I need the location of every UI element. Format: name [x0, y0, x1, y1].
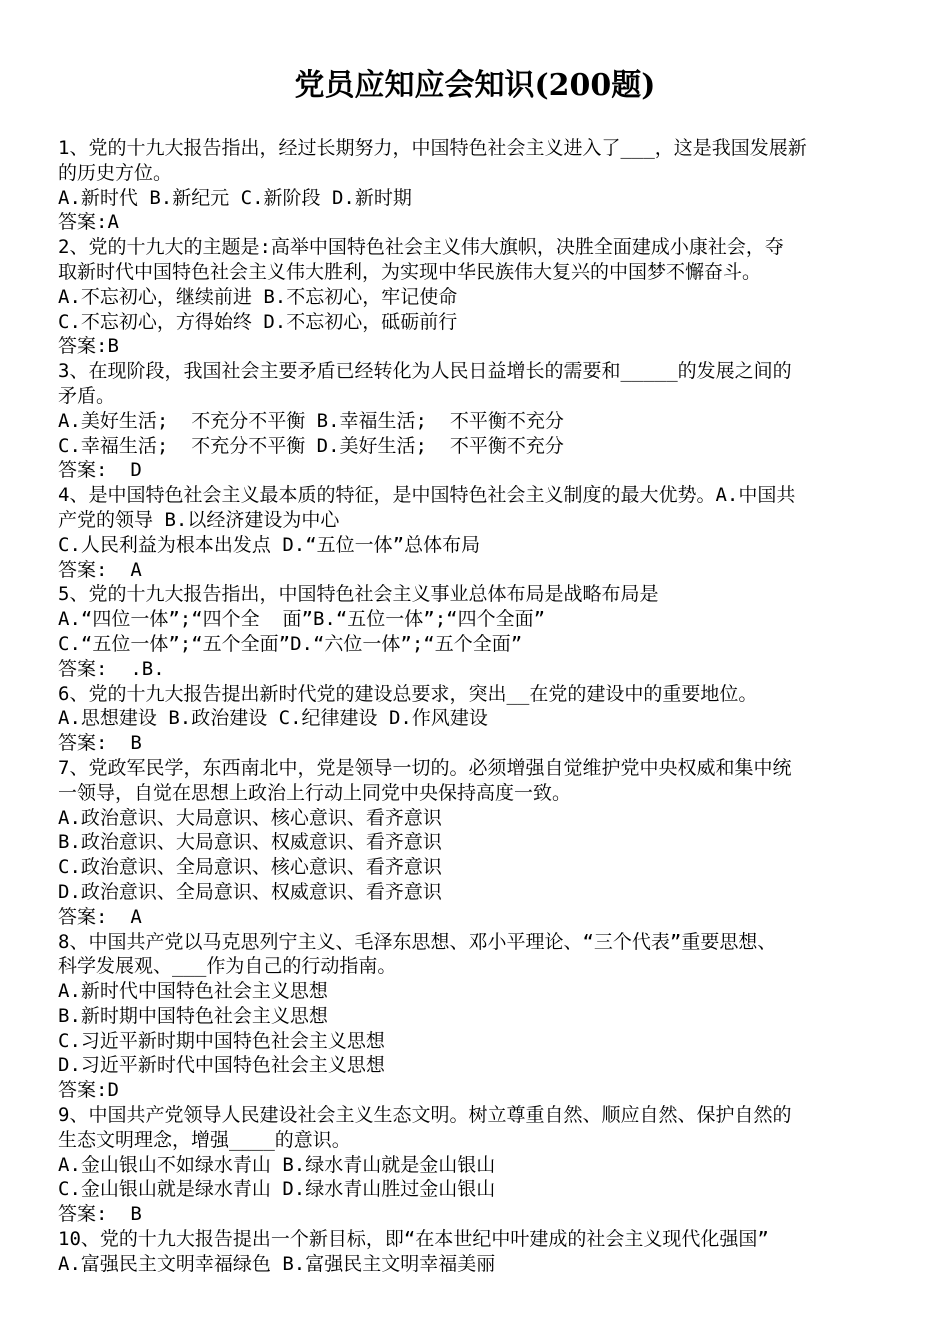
- text-line: 8、中国共产党以马克思列宁主义、毛泽东思想、邓小平理论、“三个代表”重要思想、: [58, 930, 777, 953]
- text-line: 生态文明理念，增强____的意识。: [58, 1128, 351, 1151]
- text-line: D.习近平新时代中国特色社会主义思想: [58, 1054, 385, 1077]
- text-line: A.新时代中国特色社会主义思想: [58, 980, 328, 1003]
- text-line: 10、党的十九大报告提出一个新目标，即“在本世纪中叶建成的社会主义现代化强国”: [58, 1228, 769, 1251]
- text-line: 取新时代中国特色社会主义伟大胜利，为实现中华民族伟大复兴的中国梦不懈奋斗。: [58, 260, 762, 283]
- text-line: A.美好生活; 不充分不平衡 B.幸福生活; 不平衡不充分: [58, 409, 564, 432]
- text-line: 答案:A: [58, 211, 119, 234]
- text-line: C.不忘初心，方得始终 D.不忘初心，砥砺前行: [58, 310, 458, 333]
- text-line: C.政治意识、全局意识、核心意识、看齐意识: [58, 856, 442, 879]
- text-line: 答案:D: [58, 1079, 119, 1102]
- text-line: D.政治意识、全局意识、权威意识、看齐意识: [58, 880, 442, 903]
- text-line: B.新时期中国特色社会主义思想: [58, 1004, 328, 1027]
- text-line: 的历史方位。: [58, 161, 173, 184]
- text-line: 3、在现阶段，我国社会主要矛盾已经转化为人民日益增长的需要和_____的发展之间的: [58, 360, 792, 383]
- text-line: 6、党的十九大报告提出新时代党的建设总要求，突出__在党的建设中的重要地位。: [58, 682, 758, 705]
- text-line: 7、党政军民学，东西南北中，党是领导一切的。必须增强自觉维护党中央权威和集中统: [58, 756, 792, 779]
- text-line: 4、是中国特色社会主义最本质的特征，是中国特色社会主义制度的最大优势。A.中国共: [58, 484, 796, 507]
- text-line: 答案: D: [58, 459, 142, 482]
- text-line: C.习近平新时期中国特色社会主义思想: [58, 1029, 385, 1052]
- text-line: 答案:B: [58, 335, 119, 358]
- text-line: 5、党的十九大报告指出，中国特色社会主义事业总体布局是战略布局是: [58, 583, 659, 606]
- text-line: C.人民利益为根本出发点 D.“五位一体”总体布局: [58, 533, 481, 556]
- text-line: A.政治意识、大局意识、核心意识、看齐意识: [58, 806, 442, 829]
- text-line: C.金山银山就是绿水青山 D.绿水青山胜过金山银山: [58, 1178, 496, 1201]
- text-line: 矛盾。: [58, 384, 116, 407]
- text-line: A.新时代 B.新纪元 C.新阶段 D.新时期: [58, 186, 412, 209]
- text-line: 科学发展观、___作为自己的行动指南。: [58, 955, 397, 978]
- document-body: [58, 136, 904, 1277]
- text-line: B.政治意识、大局意识、权威意识、看齐意识: [58, 831, 442, 854]
- text-line: C.“五位一体”;“五个全面”D.“六位一体”;“五个全面”: [58, 632, 523, 655]
- text-line: 2、党的十九大的主题是:高举中国特色社会主义伟大旗帜，决胜全面建成小康社会，夺: [58, 236, 784, 259]
- text-line: C.幸福生活; 不充分不平衡 D.美好生活; 不平衡不充分: [58, 434, 564, 457]
- text-line: 1、党的十九大报告指出，经过长期努力，中国特色社会主义进入了___，这是我国发展新: [58, 137, 807, 159]
- document-title: 党员应知应会知识(200题): [294, 68, 656, 103]
- text-line: 一领导，自觉在思想上政治上行动上同党中央保持高度一致。: [58, 781, 572, 804]
- text-line: 9、中国共产党领导人民建设社会主义生态文明。树立尊重自然、顺应自然、保护自然的: [58, 1104, 792, 1127]
- text-line: 答案: B: [58, 1203, 142, 1226]
- text-line: 产党的领导 B.以经济建设为中心: [58, 508, 340, 531]
- text-line: A.思想建设 B.政治建设 C.纪律建设 D.作风建设: [58, 707, 488, 730]
- text-line: 答案: B: [58, 732, 142, 755]
- text-line: 答案: A: [58, 558, 142, 581]
- text-line: A.富强民主文明幸福绿色 B.富强民主文明幸福美丽: [58, 1252, 496, 1275]
- text-line: A.“四位一体”;“四个全 面”B.“五位一体”;“四个全面”: [58, 608, 546, 631]
- text-line: A.金山银山不如绿水青山 B.绿水青山就是金山银山: [58, 1153, 496, 1176]
- text-line: 答案: A: [58, 905, 142, 928]
- text-line: 答案: .B.: [58, 657, 165, 680]
- text-line: A.不忘初心，继续前进 B.不忘初心，牢记使命: [58, 285, 458, 308]
